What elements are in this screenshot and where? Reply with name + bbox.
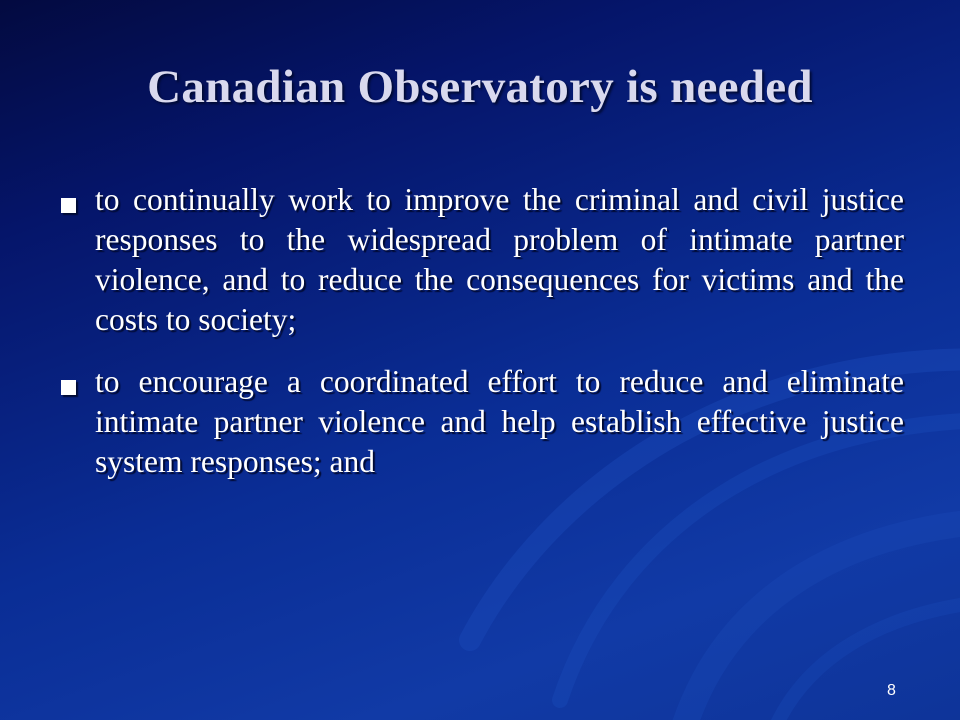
square-bullet-icon bbox=[61, 198, 76, 213]
slide-page-number: 8 bbox=[887, 682, 896, 699]
square-bullet-icon bbox=[61, 380, 76, 395]
bullet-text: to encourage a coordinated effort to reduce and eliminate intimate partner violence and help establish effective justice system responses; and bbox=[95, 364, 904, 479]
bullet-item bbox=[58, 362, 904, 482]
bullet-item bbox=[58, 180, 904, 340]
bullet-text: to continually work to improve the criminal and civil justice responses to the widespread problem of intimate partner violence, and to reduce the consequences for victims and the costs to society; bbox=[95, 182, 904, 337]
bullet-list bbox=[58, 180, 904, 504]
slide-title: Canadian Observatory is needed bbox=[147, 61, 813, 113]
